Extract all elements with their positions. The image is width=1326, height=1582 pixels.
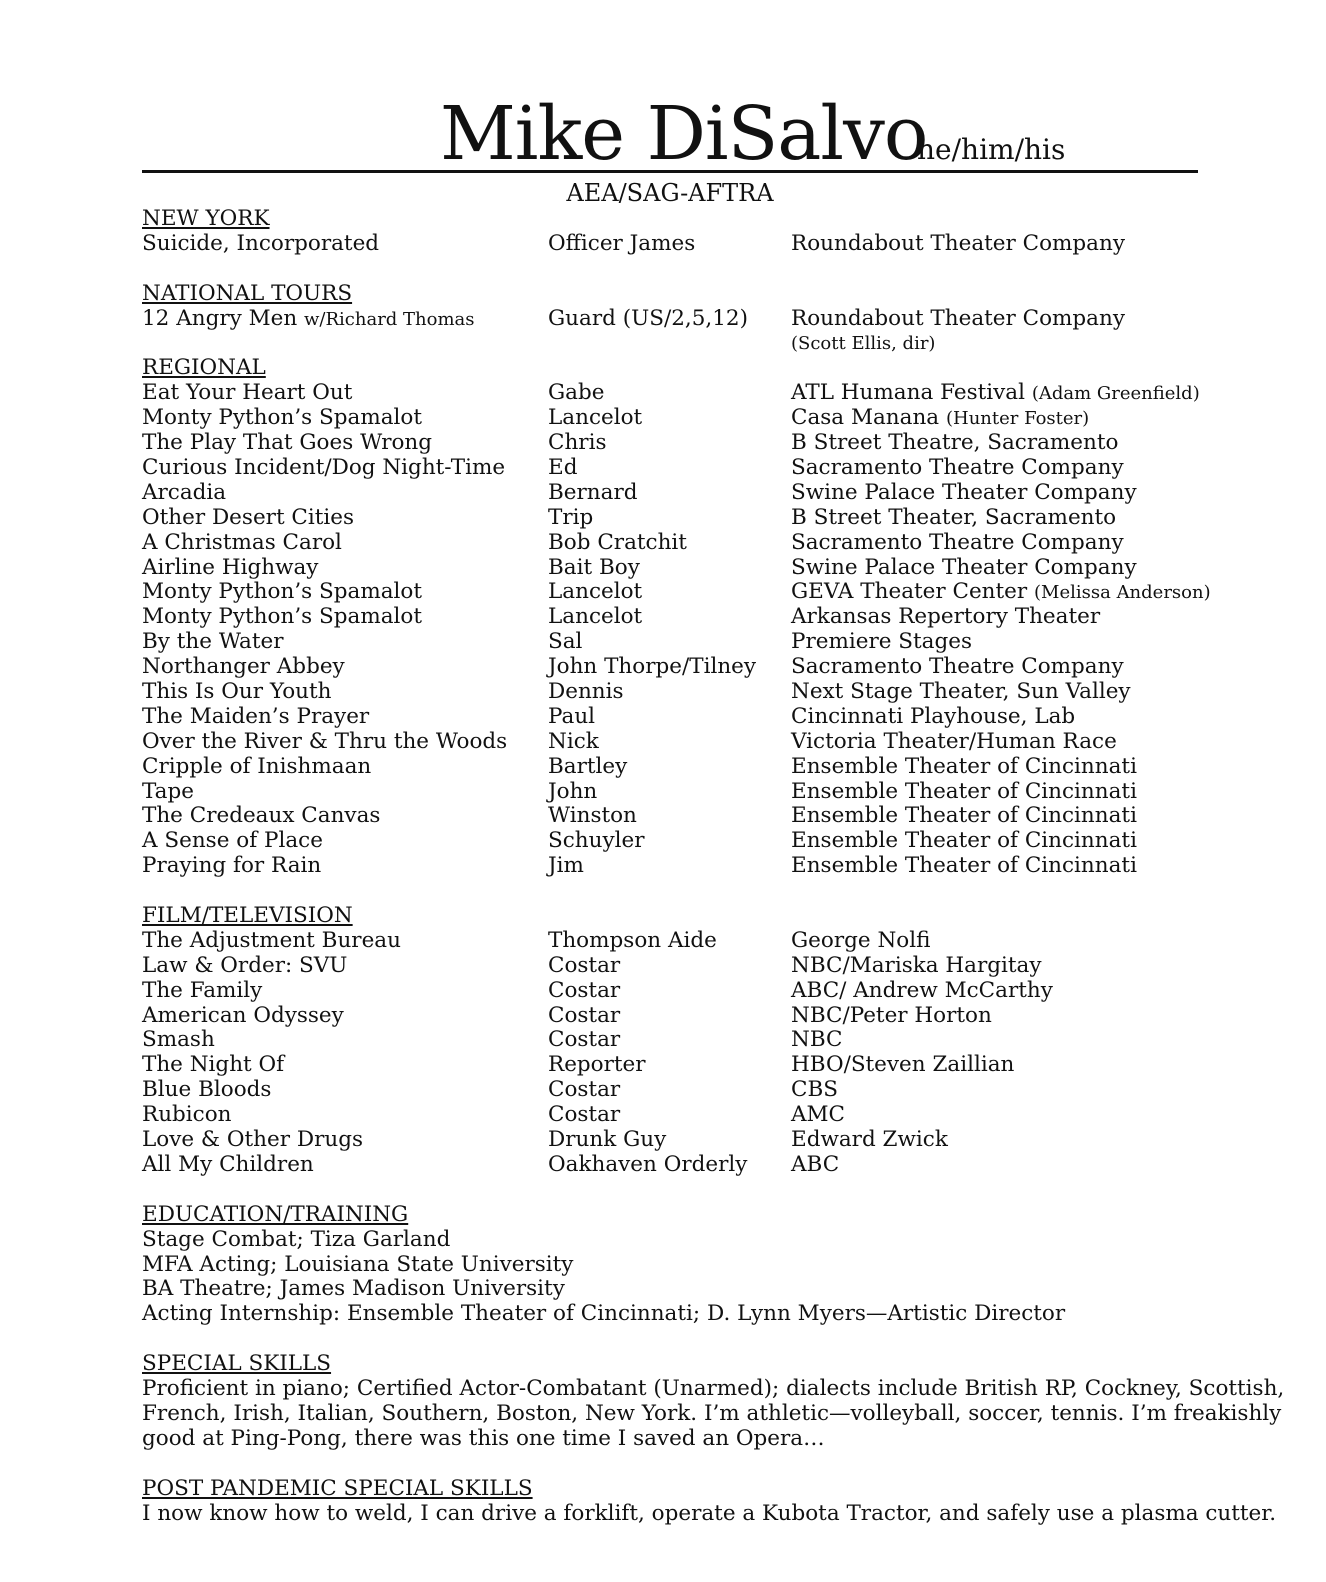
credit-row: [142, 605, 1202, 630]
credit-venue: [791, 804, 1137, 829]
credit-role: Lancelot: [548, 604, 643, 630]
credit-row: [142, 1004, 1202, 1029]
credit-role: Nick: [548, 728, 599, 754]
credit-role: Costar: [548, 1077, 621, 1103]
credit-venue: [791, 531, 1124, 556]
education-item: Acting Internship: Ensemble Theater of Cincinnati; D. Lynn Myers—Artistic Director: [142, 1301, 1066, 1327]
credit-role: Costar: [548, 1102, 621, 1128]
credit-role: Chris: [548, 430, 607, 456]
credit-venue: HBO/Steven Zaillian: [791, 1052, 1015, 1078]
credit-venue: Roundabout Theater Company: [791, 230, 1125, 256]
credit-role: Paul: [548, 703, 596, 729]
credit-venue: [791, 829, 1137, 854]
credit-row: [142, 929, 1202, 954]
credit-row: [142, 381, 1202, 406]
credit-venue: George Nolfi: [791, 927, 931, 953]
credit-row: [142, 804, 1202, 829]
credit-venue: [791, 755, 1137, 780]
education-item: Stage Combat; Tiza Garland: [142, 1226, 451, 1252]
credit-row: [142, 780, 1202, 805]
credit-role: Drunk Guy: [548, 1127, 667, 1153]
credit-row: [142, 1078, 1202, 1103]
credit-role: Schuyler: [548, 828, 645, 854]
credit-venue: [791, 655, 1124, 680]
credit-venue: NBC/Mariska Hargitay: [791, 952, 1042, 978]
section-heading-regional: REGIONAL: [142, 355, 266, 381]
credit-venue: Edward Zwick: [791, 1127, 948, 1153]
credit-venue: [791, 580, 1211, 606]
credit-venue-text: Sacramento Theatre Company: [791, 454, 1124, 480]
credit-venue-text: Premiere Stages: [791, 629, 972, 655]
credit-title: Eat Your Heart Out: [142, 380, 353, 406]
credit-row: [142, 1153, 1202, 1178]
credit-venue-text: ATL Humana Festival: [791, 380, 1025, 406]
pronouns: he/him/his: [917, 133, 1066, 166]
credit-row: [142, 531, 1202, 556]
credit-venue: ABC: [791, 1151, 840, 1177]
credit-venue-note: (Scott Ellis, dir): [791, 333, 936, 355]
credit-venue: ABC/ Andrew McCarthy: [791, 977, 1053, 1003]
credit-role: Gabe: [548, 380, 605, 406]
credit-venue: [791, 481, 1137, 506]
credit-row: [142, 680, 1202, 705]
credit-role: Costar: [548, 1002, 621, 1028]
actor-name: Mike DiSalvo: [440, 91, 928, 177]
credit-row-note: [142, 331, 1202, 356]
credit-role: Dennis: [548, 678, 624, 704]
film-television-list: [142, 929, 1202, 1178]
credit-title: Love & Other Drugs: [142, 1127, 364, 1153]
credit-title: Praying for Rain: [142, 853, 322, 879]
credit-row: [142, 1128, 1202, 1153]
credit-role: Lancelot: [548, 579, 643, 605]
credit-role: Officer James: [548, 230, 696, 256]
credit-title: Blue Bloods: [142, 1077, 272, 1103]
credit-title: Monty Python’s Spamalot: [142, 604, 422, 630]
special-skills-text: French, Irish, Italian, Southern, Boston, New York. I’m athletic—volleyball, soccer, tennis. I’m freakishly: [142, 1400, 1282, 1426]
credit-venue-text: Ensemble Theater of Cincinnati: [791, 853, 1137, 879]
credit-row: [142, 705, 1202, 730]
credit-venue: [791, 630, 972, 655]
credit-row: [142, 431, 1202, 456]
section-heading-special-skills: SPECIAL SKILLS: [142, 1351, 332, 1377]
credit-venue-text: Sacramento Theatre Company: [791, 654, 1124, 680]
credit-director-note: (Melissa Anderson): [1034, 582, 1211, 604]
section-heading-national-tours: NATIONAL TOURS: [142, 280, 353, 306]
credit-venue: AMC: [791, 1102, 845, 1128]
credit-title: The Night Of: [142, 1052, 285, 1078]
credit-venue: [791, 506, 1116, 531]
credit-role: Oakhaven Orderly: [548, 1151, 748, 1177]
credit-title: The Adjustment Bureau: [142, 927, 401, 953]
credit-title: Curious Incident/Dog Night-Time: [142, 454, 506, 480]
credit-director-note: (Hunter Foster): [945, 408, 1090, 430]
credit-row: [142, 655, 1202, 680]
credit-row: [142, 1028, 1202, 1053]
credit-row: [142, 1103, 1202, 1128]
credit-role: Winston: [548, 803, 637, 829]
credit-row: [142, 506, 1202, 531]
credit-row: [142, 406, 1202, 431]
credit-role: John Thorpe/Tilney: [548, 654, 757, 680]
credit-role: Thompson Aide: [548, 927, 717, 953]
credit-venue: [791, 854, 1137, 879]
credit-title: Airline Highway: [142, 554, 319, 580]
credit-venue-text: Swine Palace Theater Company: [791, 479, 1137, 505]
credit-venue: NBC: [791, 1027, 843, 1053]
education-item: BA Theatre; James Madison University: [142, 1276, 565, 1302]
resume-body: [142, 206, 1285, 1526]
credit-venue-text: Arkansas Repertory Theater: [791, 604, 1101, 630]
credit-row: [142, 556, 1202, 581]
credit-venue: [791, 705, 1075, 730]
credit-title: Monty Python’s Spamalot: [142, 579, 422, 605]
credit-venue-text: Victoria Theater/Human Race: [791, 728, 1117, 754]
credit-row: [142, 755, 1202, 780]
credit-venue: [791, 680, 1131, 705]
credit-title: By the Water: [142, 629, 284, 655]
credit-venue-text: Sacramento Theatre Company: [791, 529, 1124, 555]
credit-row: [142, 307, 1202, 332]
credit-venue-text: Ensemble Theater of Cincinnati: [791, 778, 1137, 804]
post-pandemic-text: I now know how to weld, I can drive a forklift, operate a Kubota Tractor, and safely use a plasma cutter.: [142, 1500, 1277, 1526]
credit-title: [142, 307, 475, 333]
credit-venue: [791, 556, 1137, 581]
credit-venue: NBC/Peter Horton: [791, 1002, 992, 1028]
credit-venue-text: Swine Palace Theater Company: [791, 554, 1137, 580]
credit-title: The Family: [142, 977, 263, 1003]
credit-title: A Sense of Place: [142, 828, 323, 854]
credit-role: Bob Cratchit: [548, 529, 687, 555]
credit-venue-text: Ensemble Theater of Cincinnati: [791, 803, 1137, 829]
credit-title: Suicide, Incorporated: [142, 230, 380, 256]
credit-title: Law & Order: SVU: [142, 952, 348, 978]
credit-row: [142, 579, 1211, 605]
credit-venue-text: Ensemble Theater of Cincinnati: [791, 828, 1137, 854]
credit-title: The Maiden’s Prayer: [142, 703, 370, 729]
credit-title: Arcadia: [142, 479, 227, 505]
credit-row: [142, 979, 1202, 1004]
credit-row: [142, 1053, 1202, 1078]
credit-venue: CBS: [791, 1077, 838, 1103]
section-heading-post-pandemic: POST PANDEMIC SPECIAL SKILLS: [142, 1475, 533, 1501]
credit-venue-text: B Street Theater, Sacramento: [791, 504, 1117, 530]
credit-venue-text: Next Stage Theater, Sun Valley: [791, 678, 1131, 704]
credit-venue: [791, 730, 1117, 755]
credit-role: Trip: [548, 504, 594, 530]
credit-title: The Play That Goes Wrong: [142, 430, 433, 456]
credit-title: Over the River & Thru the Woods: [142, 728, 508, 754]
credit-role: Bartley: [548, 753, 628, 779]
credit-venue-text: GEVA Theater Center: [791, 579, 1028, 605]
credit-role: Ed: [548, 454, 578, 480]
credit-title-note: w/Richard Thomas: [304, 308, 475, 330]
credit-role: Guard (US/2,5,12): [548, 305, 748, 331]
credit-row: [142, 954, 1202, 979]
section-heading-new-york: NEW YORK: [142, 206, 270, 231]
credit-title: This Is Our Youth: [142, 678, 332, 704]
credit-venue-text: Cincinnati Playhouse, Lab: [791, 703, 1076, 729]
credit-title: The Credeaux Canvas: [142, 803, 381, 829]
credit-venue: [791, 605, 1100, 630]
special-skills-text: good at Ping-Pong, there was this one time I saved an Opera…: [142, 1425, 825, 1451]
credit-row: [142, 854, 1202, 879]
credit-title: A Christmas Carol: [142, 529, 342, 555]
credit-title: All My Children: [142, 1151, 314, 1177]
credit-venue: [791, 381, 1200, 407]
credit-title: Other Desert Cities: [142, 504, 355, 530]
credit-role: Costar: [548, 952, 621, 978]
section-heading-film-television: FILM/TELEVISION: [142, 902, 353, 928]
credit-venue-text: B Street Theatre, Sacramento: [791, 430, 1119, 456]
credit-title: Rubicon: [142, 1102, 232, 1128]
credit-title: Smash: [142, 1027, 215, 1053]
credit-role: Costar: [548, 977, 621, 1003]
resume-header: [142, 91, 1198, 177]
credit-venue: [791, 406, 1089, 432]
credit-role: Jim: [548, 853, 584, 879]
credit-role: Bait Boy: [548, 554, 640, 580]
credit-venue-text: Ensemble Theater of Cincinnati: [791, 753, 1137, 779]
credit-row: [142, 630, 1202, 655]
credit-title: Northanger Abbey: [142, 654, 345, 680]
education-item: MFA Acting; Louisiana State University: [142, 1251, 574, 1277]
credit-role: Reporter: [548, 1052, 646, 1078]
credit-venue: [791, 780, 1137, 805]
credit-venue: [791, 456, 1124, 481]
credit-venue: [791, 431, 1118, 456]
credit-title: American Odyssey: [142, 1002, 344, 1028]
credit-role: Sal: [548, 629, 583, 655]
credit-row: [142, 232, 1202, 257]
credit-role: John: [548, 778, 598, 804]
credit-row: [142, 456, 1202, 481]
credit-title-text: 12 Angry Men: [142, 305, 298, 331]
credit-role: Bernard: [548, 479, 638, 505]
credit-venue: Roundabout Theater Company: [791, 305, 1125, 331]
credit-role: Costar: [548, 1027, 621, 1053]
credit-title: Cripple of Inishmaan: [142, 753, 372, 779]
union-affiliation: AEA/SAG-AFTRA: [566, 179, 774, 207]
credit-row: [142, 829, 1202, 854]
credit-row: [142, 481, 1202, 506]
credit-director-note: (Adam Greenfield): [1031, 383, 1200, 405]
credit-title: Tape: [142, 778, 194, 804]
credit-venue-text: Casa Manana: [791, 405, 940, 431]
special-skills-text: Proficient in piano; Certified Actor-Combatant (Unarmed); dialects include British RP, Cockney, Scottish,: [142, 1376, 1285, 1402]
credit-title: Monty Python’s Spamalot: [142, 405, 422, 431]
regional-list: [142, 380, 1211, 879]
section-heading-education: EDUCATION/TRAINING: [142, 1201, 409, 1227]
credit-row: [142, 730, 1202, 755]
credit-role: Lancelot: [548, 405, 643, 431]
